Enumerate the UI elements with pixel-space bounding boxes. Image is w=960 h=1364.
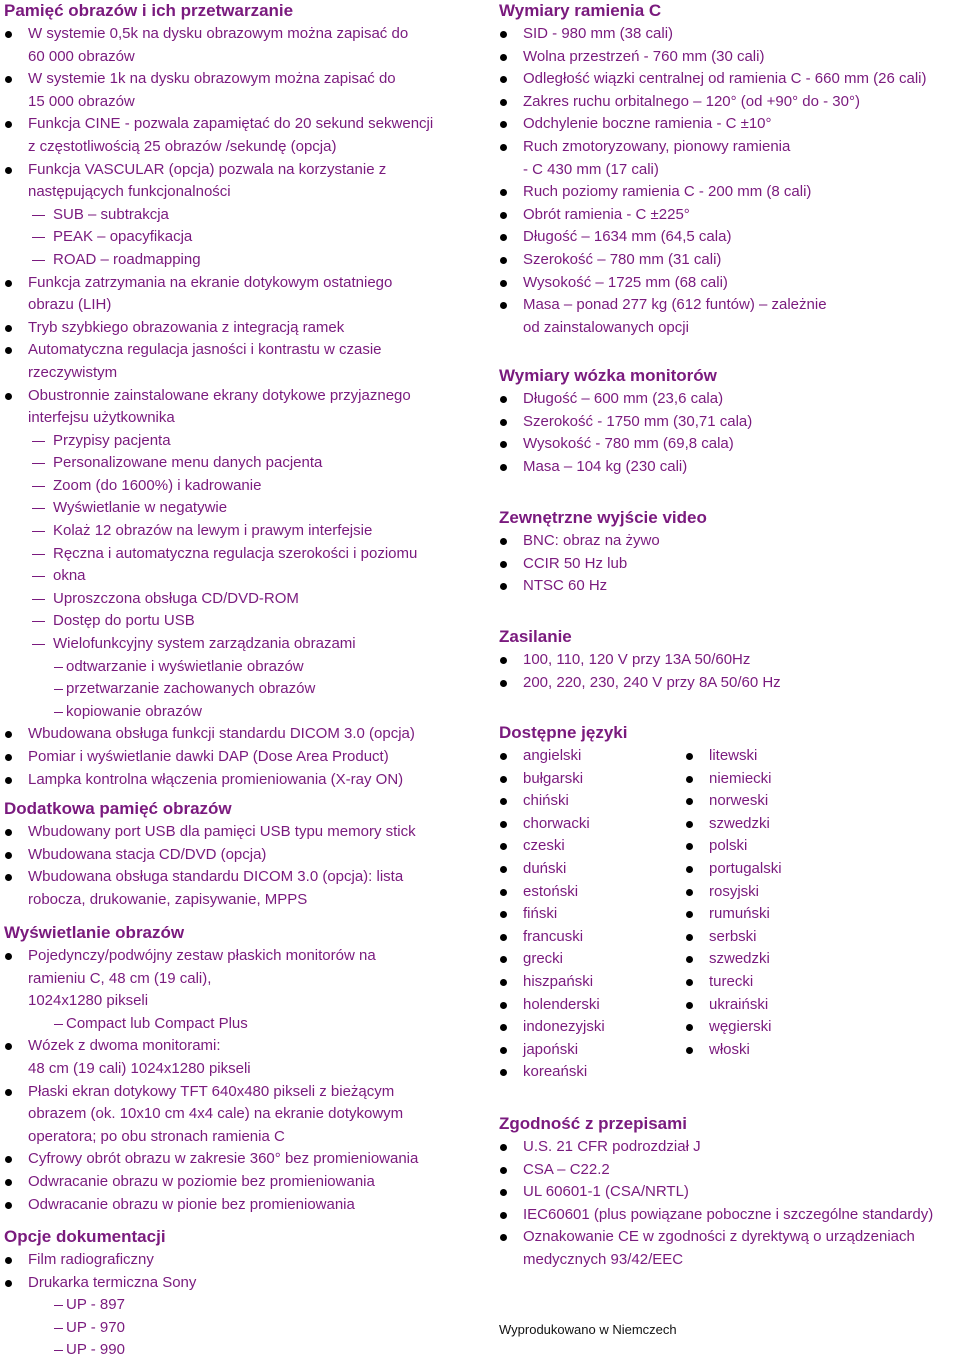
list-item: Lampka kontrolna włączenia promieniowania (X-ray ON) bbox=[4, 769, 484, 792]
language-item: grecki bbox=[499, 948, 685, 971]
section-title: Zewnętrzne wyjście video bbox=[499, 508, 707, 527]
sub-list-item: SUB – subtrakcja bbox=[4, 204, 484, 227]
item-list bbox=[4, 1249, 484, 1362]
list-item: Długość – 600 mm (23,6 cala) bbox=[499, 388, 960, 411]
language-item: polski bbox=[685, 835, 782, 858]
item-list bbox=[4, 821, 484, 911]
list-item: Szerokość - 1750 mm (30,71 cala) bbox=[499, 411, 960, 434]
language-item: estoński bbox=[499, 881, 685, 904]
list-item: 200, 220, 230, 240 V przy 8A 50/60 Hz bbox=[499, 672, 960, 695]
section-title: Opcje dokumentacji bbox=[4, 1227, 166, 1246]
list-item: Pojedynczy/podwójny zestaw płaskich monitorów na bbox=[4, 945, 484, 968]
list-item: Drukarka termiczna Sony bbox=[4, 1272, 484, 1295]
language-item: angielski bbox=[499, 745, 685, 768]
footer-made-in: Wyprodukowano w Niemczech bbox=[499, 1322, 677, 1337]
list-item: NTSC 60 Hz bbox=[499, 575, 960, 598]
section-c-arm-dimensions bbox=[499, 0, 960, 339]
sub-sub-list-item: kopiowanie obrazów bbox=[4, 701, 484, 724]
section-title: Wymiary ramienia C bbox=[499, 1, 662, 20]
language-list-2 bbox=[685, 745, 782, 1084]
sub-list-item: Wyświetlanie w negatywie bbox=[4, 497, 484, 520]
language-item: litewski bbox=[685, 745, 782, 768]
item-list bbox=[499, 530, 960, 598]
list-item: W systemie 1k na dysku obrazowym można zapisać do bbox=[4, 68, 484, 91]
list-item: 1024x1280 pikseli bbox=[28, 992, 149, 1010]
list-item: 100, 110, 120 V przy 13A 50/60Hz bbox=[499, 649, 960, 672]
language-item: niemiecki bbox=[685, 768, 782, 791]
language-item: holenderski bbox=[499, 994, 685, 1017]
sub-list-item: Personalizowane menu danych pacjenta bbox=[4, 452, 484, 475]
language-item: chiński bbox=[499, 790, 685, 813]
language-item: portugalski bbox=[685, 858, 782, 881]
list-item: - C 430 mm (17 cali) bbox=[523, 160, 659, 178]
list-item: Obrót ramienia - C ±225° bbox=[499, 204, 960, 227]
language-item: włoski bbox=[685, 1039, 782, 1062]
list-item: Ruch zmotoryzowany, pionowy ramienia bbox=[499, 136, 960, 159]
language-item: norweski bbox=[685, 790, 782, 813]
sub-list-item-continuation: okna bbox=[4, 565, 484, 588]
list-item: Automatyczna regulacja jasności i kontrastu w czasie bbox=[4, 339, 484, 362]
list-item: Masa – 104 kg (230 cali) bbox=[499, 456, 960, 479]
list-item: 48 cm (19 cali) 1024x1280 pikseli bbox=[28, 1059, 251, 1077]
list-item: operatora; po obu stronach ramienia C bbox=[28, 1127, 285, 1145]
list-item: Wbudowana stacja CD/DVD (opcja) bbox=[4, 844, 484, 867]
section-available-languages bbox=[499, 722, 960, 1084]
sub-sub-list-item: odtwarzanie i wyświetlanie obrazów bbox=[4, 656, 484, 679]
list-item: Pomiar i wyświetlanie dawki DAP (Dose Area Product) bbox=[4, 746, 484, 769]
list-item: CSA – C22.2 bbox=[499, 1159, 960, 1182]
language-item: węgierski bbox=[685, 1016, 782, 1039]
sub-list-item: Kolaż 12 obrazów na lewym i prawym interfejsie bbox=[4, 520, 484, 543]
list-item: 15 000 obrazów bbox=[28, 92, 135, 110]
list-item: Obustronnie zainstalowane ekrany dotykowe przyjaznego bbox=[4, 385, 484, 408]
list-item: obrazem (ok. 10x10 cm 4x4 cale) na ekranie dotykowym bbox=[28, 1105, 404, 1123]
list-item: z częstotliwością 25 obrazów /sekundę (opcja) bbox=[28, 137, 337, 155]
list-item: IEC60601 (plus powiązane poboczne i szczególne standardy) bbox=[499, 1204, 960, 1227]
section-title: Zasilanie bbox=[499, 627, 572, 646]
section-title: Zgodność z przepisami bbox=[499, 1114, 687, 1133]
section-power-supply bbox=[499, 626, 960, 694]
list-item: Odchylenie boczne ramienia - C ±10° bbox=[499, 113, 960, 136]
section-monitor-cart-dimensions bbox=[499, 365, 960, 478]
language-item: rosyjski bbox=[685, 881, 782, 904]
list-item: Funkcja CINE - pozwala zapamiętać do 20 sekund sekwencji bbox=[4, 113, 484, 136]
list-item: Oznakowanie CE w zgodności z dyrektywą o urządzeniach bbox=[499, 1226, 960, 1249]
list-item: Film radiograficzny bbox=[4, 1249, 484, 1272]
sub-list-item: Przypisy pacjenta bbox=[4, 430, 484, 453]
list-item: Wysokość – 1725 mm (68 cali) bbox=[499, 272, 960, 295]
list-item: Wbudowany port USB dla pamięci USB typu memory stick bbox=[4, 821, 484, 844]
language-item: ukraiński bbox=[685, 994, 782, 1017]
list-item: Odległość wiązki centralnej od ramienia C - 660 mm (26 cali) bbox=[499, 68, 960, 91]
sub-sub-list-item: UP - 897 bbox=[4, 1294, 484, 1317]
language-item: duński bbox=[499, 858, 685, 881]
language-item: chorwacki bbox=[499, 813, 685, 836]
section-image-memory bbox=[4, 0, 484, 791]
sub-list-item: Dostęp do portu USB bbox=[4, 610, 484, 633]
list-item: Masa – ponad 277 kg (612 funtów) – zależnie bbox=[499, 294, 960, 317]
language-item: szwedzki bbox=[685, 948, 782, 971]
section-title: Wyświetlanie obrazów bbox=[4, 923, 185, 942]
language-item: hiszpański bbox=[499, 971, 685, 994]
language-item: indonezyjski bbox=[499, 1016, 685, 1039]
sub-sub-list-item: przetwarzanie zachowanych obrazów bbox=[4, 678, 484, 701]
language-item: fiński bbox=[499, 903, 685, 926]
list-item: obrazu (LIH) bbox=[28, 296, 112, 314]
section-title: Dodatkowa pamięć obrazów bbox=[4, 799, 232, 818]
section-image-display bbox=[4, 922, 484, 1216]
list-item: Szerokość – 780 mm (31 cali) bbox=[499, 249, 960, 272]
list-item: Tryb szybkiego obrazowania z integracją ramek bbox=[4, 317, 484, 340]
item-list bbox=[499, 23, 960, 339]
list-item: Wysokość - 780 mm (69,8 cala) bbox=[499, 433, 960, 456]
sub-list-item: PEAK – opacyfikacja bbox=[4, 226, 484, 249]
list-item: Płaski ekran dotykowy TFT 640x480 pikseli z bieżącym bbox=[4, 1081, 484, 1104]
section-title: Wymiary wózka monitorów bbox=[499, 366, 717, 385]
list-item: Funkcja zatrzymania na ekranie dotykowym ostatniego bbox=[4, 272, 484, 295]
sub-list-item: ROAD – roadmapping bbox=[4, 249, 484, 272]
item-list bbox=[4, 945, 484, 1216]
list-item: Wbudowana obsługa funkcji standardu DICOM 3.0 (opcja) bbox=[4, 723, 484, 746]
list-item: SID - 980 mm (38 cali) bbox=[499, 23, 960, 46]
list-item: ramieniu C, 48 cm (19 cali), bbox=[28, 969, 212, 987]
language-item: francuski bbox=[499, 926, 685, 949]
item-list bbox=[4, 23, 484, 791]
language-list-1 bbox=[499, 745, 685, 1084]
sub-list-item: Wielofunkcyjny system zarządzania obrazami bbox=[4, 633, 484, 656]
list-item: Długość – 1634 mm (64,5 cala) bbox=[499, 226, 960, 249]
list-item: następujących funkcjonalności bbox=[28, 183, 231, 201]
section-title: Pamięć obrazów i ich przetwarzanie bbox=[4, 1, 294, 20]
sub-list-item: Ręczna i automatyczna regulacja szerokości i poziomu bbox=[4, 543, 484, 566]
list-item: Wbudowana obsługa standardu DICOM 3.0 (opcja): lista bbox=[4, 866, 484, 889]
list-item: CCIR 50 Hz lub bbox=[499, 553, 960, 576]
list-item: Wolna przestrzeń - 760 mm (30 cali) bbox=[499, 46, 960, 69]
sub-list-item: Uproszczona obsługa CD/DVD-ROM bbox=[4, 588, 484, 611]
language-item: bułgarski bbox=[499, 768, 685, 791]
list-item: 60 000 obrazów bbox=[28, 47, 135, 65]
list-item: interfejsu użytkownika bbox=[28, 409, 175, 427]
language-item: szwedzki bbox=[685, 813, 782, 836]
sub-list-item: Zoom (do 1600%) i kadrowanie bbox=[4, 475, 484, 498]
list-item: robocza, drukowanie, zapisywanie, MPPS bbox=[28, 890, 308, 908]
sub-sub-list-item: Compact lub Compact Plus bbox=[4, 1013, 484, 1036]
section-video-output bbox=[499, 507, 960, 598]
list-item: Ruch poziomy ramienia C - 200 mm (8 cali) bbox=[499, 181, 960, 204]
list-item: UL 60601-1 (CSA/NRTL) bbox=[499, 1181, 960, 1204]
list-item: Zakres ruchu orbitalnego – 120° (od +90° do - 30°) bbox=[499, 91, 960, 114]
language-columns bbox=[499, 745, 960, 1084]
section-extra-memory bbox=[4, 798, 484, 911]
section-compliance bbox=[499, 1113, 960, 1272]
language-item: japoński bbox=[499, 1039, 685, 1062]
language-item: turecki bbox=[685, 971, 782, 994]
list-item: Funkcja VASCULAR (opcja) pozwala na korzystanie z bbox=[4, 159, 484, 182]
language-item: serbski bbox=[685, 926, 782, 949]
list-item: U.S. 21 CFR podrozdział J bbox=[499, 1136, 960, 1159]
sub-sub-list-item: UP - 990 bbox=[4, 1339, 484, 1362]
list-item: Wózek z dwoma monitorami: bbox=[4, 1035, 484, 1058]
item-list bbox=[499, 1136, 960, 1272]
list-item: od zainstalowanych opcji bbox=[523, 318, 689, 336]
sub-sub-list-item: UP - 970 bbox=[4, 1317, 484, 1340]
language-item: rumuński bbox=[685, 903, 782, 926]
list-item: Odwracanie obrazu w pionie bez promieniowania bbox=[4, 1194, 484, 1217]
list-item: Cyfrowy obrót obrazu w zakresie 360° bez promieniowania bbox=[4, 1148, 484, 1171]
item-list bbox=[499, 388, 960, 478]
list-item: BNC: obraz na żywo bbox=[499, 530, 960, 553]
list-item: W systemie 0,5k na dysku obrazowym można zapisać do bbox=[4, 23, 484, 46]
list-item: Odwracanie obrazu w poziomie bez promieniowania bbox=[4, 1171, 484, 1194]
language-item: koreański bbox=[499, 1061, 685, 1084]
section-title: Dostępne języki bbox=[499, 723, 628, 742]
item-list bbox=[499, 649, 960, 694]
list-item: rzeczywistym bbox=[28, 363, 118, 381]
list-item: medycznych 93/42/EEC bbox=[523, 1250, 684, 1268]
section-documentation-options bbox=[4, 1226, 484, 1362]
language-item: czeski bbox=[499, 835, 685, 858]
